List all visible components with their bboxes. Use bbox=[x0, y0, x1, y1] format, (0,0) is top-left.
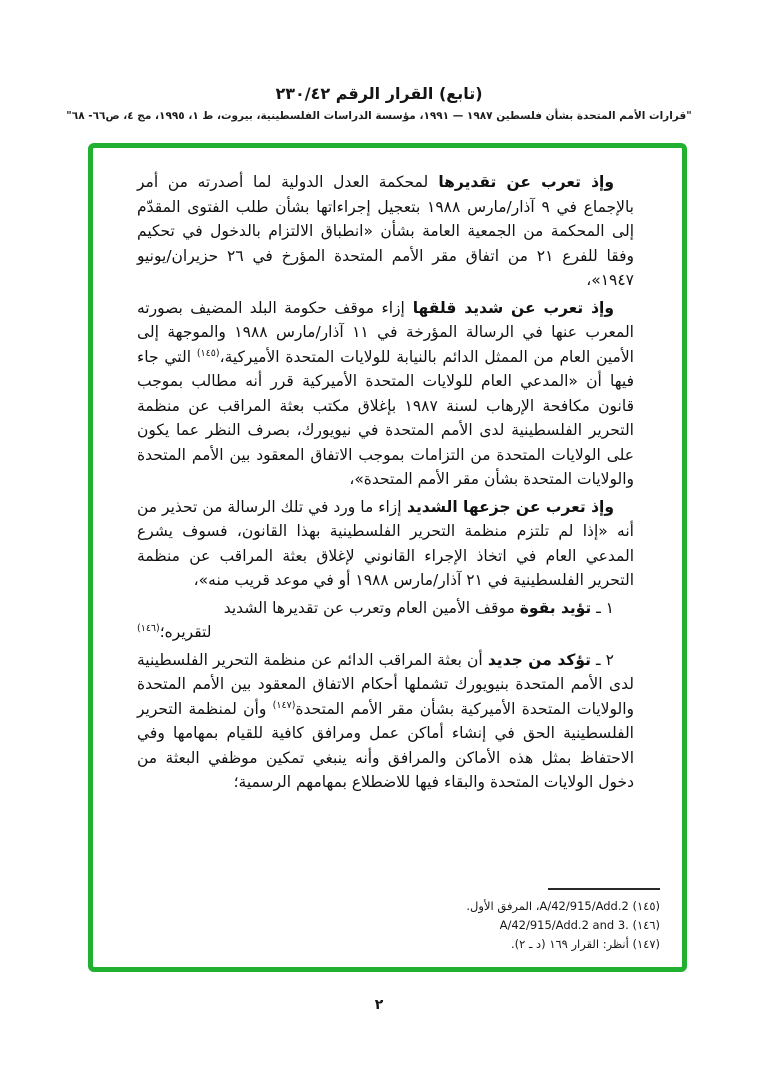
operative-paragraph-1-tail-line bbox=[137, 620, 634, 645]
text-segment: أن بعثة المراقب الدائم عن منظمة التحرير الفلسطينية لدى الأمم المتحدة بنيويورك تشملها أحكام الاتفاق المعقود بين الأمم المتحدة والولايات المتحدة الأميركية بشأن مقر الأمم المتحدة bbox=[137, 650, 634, 718]
text-segment: التي جاء فيها أن «المدعي العام للولايات المتحدة الأميركية قرر أنه مطالب بموجب قانون مكافحة الإرهاب لسنة ١٩٨٧ بإغلاق مكتب بعثة المراقب عن منظمة التحرير الفلسطينية لدى الأمم المتحدة في نيويورك، بصرف النظر عما يكون على الولايات المتحدة من التزامات بموجب الاتفاق المعقود بين الأمم المتحدة والولايات المتحدة بشأن مقر الأمم المتحدة»، bbox=[137, 347, 635, 488]
footnote-reference: (١٤٧) bbox=[272, 699, 296, 711]
footnote-divider bbox=[548, 888, 660, 890]
operative-paragraph-1 bbox=[137, 596, 634, 645]
page-number: ٢ bbox=[374, 997, 384, 1013]
text-segment: لتقريره؛ bbox=[159, 623, 212, 641]
source-citation-line: "قرارات الأمم المتحدة بشأن فلسطين ١٩٨٧ — ١٩٩١، مؤسسة الدراسات الفلسطينية، بيروت، ط ١، ١٩٩٥، مج ٤، ص٦٦- ٦٨" bbox=[66, 110, 692, 122]
green-border-frame bbox=[88, 143, 687, 972]
text-segment: إزاء ما ورد في تلك الرسالة من تحذير من أنه «إذا لم تلتزم منظمة التحرير الفلسطينية بهذا القانون، فسوف يشرع المدعي العام في اتخاذ الإجراء القانوني لإغلاق بعثة المراقب عن منظمة التحرير الفلسطينية في ٢١ آذار/مارس ١٩٨٨ أو في موعد قريب منه»، bbox=[137, 497, 634, 589]
text-segment: ٢ ـ bbox=[590, 650, 614, 669]
text-segment: وأن لمنظمة التحرير الفلسطينية الحق في إنشاء أماكن عمل ومرافق كافية للقيام بمهامها وفي الاحتفاظ بمثل هذه الأماكن والمرافق وأنه ينبغي تمكين موظفي البعثة من دخول الولايات المتحدة والبقاء فيها للاضطلاع بمهامهم الرسمية؛ bbox=[137, 699, 634, 791]
text-segment: إزاء موقف حكومة البلد المضيف بصورته المعرب عنها في الرسالة المؤرخة في ١١ آذار/مارس ١٩٨٨ والموجهة إلى الأمين العام من الممثل الدائم بالنيابة للولايات المتحدة الأميركية، bbox=[137, 298, 634, 366]
text-segment: تؤكد من جديد bbox=[487, 650, 591, 669]
footnote-reference: (١٤٦) bbox=[137, 622, 160, 634]
footnote-block bbox=[137, 888, 660, 954]
footnote-reference: (١٤٥) bbox=[196, 347, 220, 359]
preamble-deep-concern bbox=[137, 296, 634, 492]
footnote-line-2: (١٤٦) A/42/915/Add.2 and 3.‎ bbox=[499, 918, 660, 932]
text-segment: لمحكمة العدل الدولية لما أصدرته من أمر بالإجماع في ٩ آذار/مارس ١٩٨٨ بتعجيل إجراءاتها بشأن طلب الفتوى المقدّم إلى المحكمة من الجمعية العامة بشأن «انطباق الالتزام بالدخول في تحكيم وفقا للفرع ٢١ من اتفاق مقر الأمم المتحدة المؤرخ في ٢٦ حزيران/يونيو ١٩٤٧»، bbox=[137, 173, 634, 289]
text-segment: موقف الأمين العام وتعرب عن تقديرها الشديد bbox=[223, 598, 520, 617]
text-segment: تؤيد بقوة bbox=[519, 598, 592, 617]
operative-paragraph-2 bbox=[137, 648, 634, 795]
resolution-body bbox=[137, 170, 634, 798]
text-segment: وإذ تعرب عن شديد قلقها bbox=[404, 298, 614, 317]
text-segment: وإذ تعرب عن جزعها الشديد bbox=[401, 497, 614, 516]
preamble-alarm bbox=[137, 495, 634, 593]
text-segment: ١ ـ bbox=[591, 598, 614, 617]
footnote-line-1: (١٤٥) A/42/915/Add.2، المرفق الأول. bbox=[466, 899, 660, 913]
text-segment: وإذ تعرب عن تقديرها bbox=[428, 173, 614, 191]
preamble-icj-appreciation bbox=[137, 170, 634, 293]
footnote-line-3: (١٤٧) أنظر: القرار ١٦٩ (د ـ ٢). bbox=[511, 937, 660, 951]
page-title: (تابع) القرار الرقم ٢٣٠/٤٢ bbox=[275, 84, 483, 103]
